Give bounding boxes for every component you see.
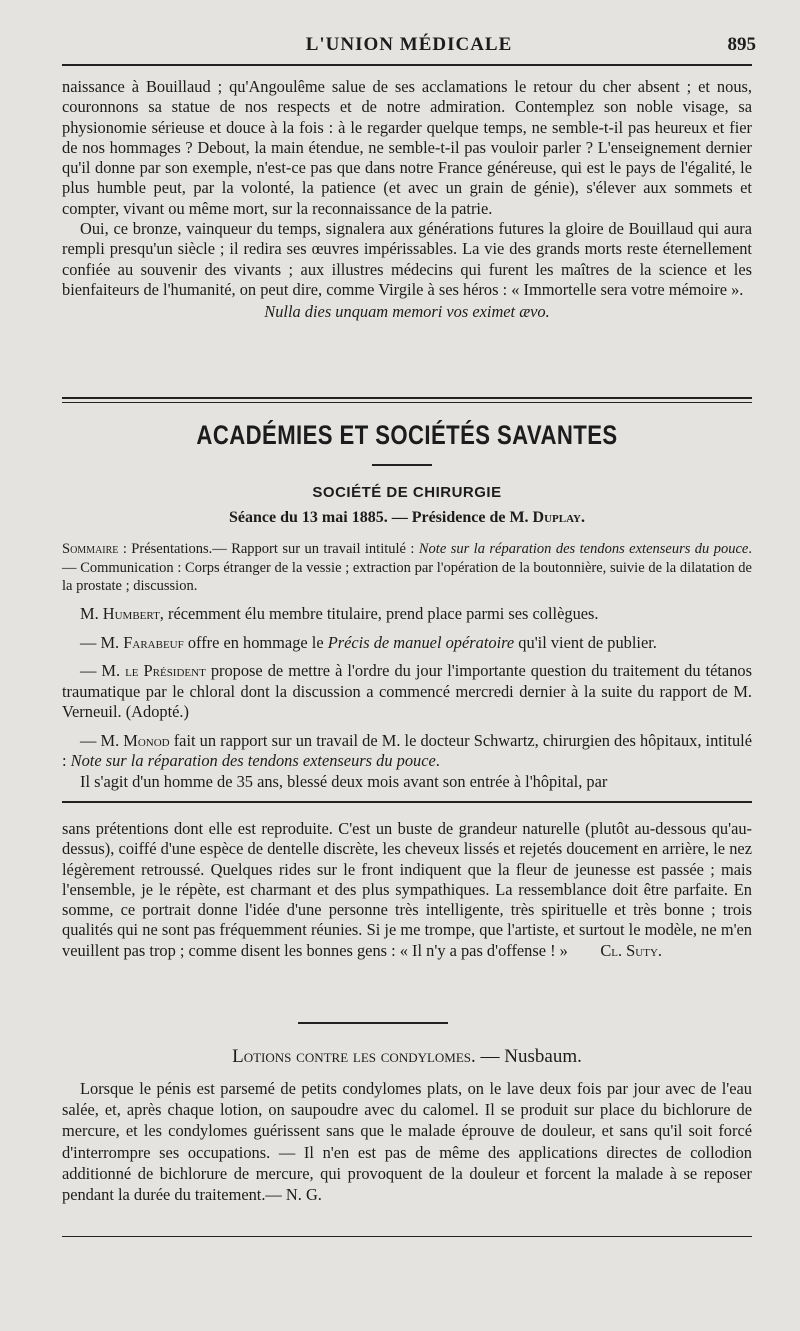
lotions-heading	[62, 1046, 752, 1068]
proceeding-prefix: — M.	[80, 661, 126, 680]
page-number: 895	[727, 34, 756, 55]
proceeding-farabeuf	[62, 633, 752, 654]
member-name: Humbert	[102, 604, 160, 623]
lotions-text: Lorsque le pénis est parsemé de petits condylomes plats, on le lave deux fois par jour avec de l'eau salée, et, après chaque lotion, on saupoudre avec du calomel. Il se produit sur place du bichlorure de mercure, et les condylomes guérissent sans que le malade éprouve de douleur, et sans qu'il soit forcé d'interrompre ses occupations. — Il n'en est pas de même des applications directes de collodion additionné de bichlorure de mercure, qui provoquent de la douleur et forcent la malade à se reposer pendant la durée du traitement.— N. G.	[62, 1079, 752, 1205]
member-name: Farabeuf	[123, 632, 184, 652]
proceeding-case: Il s'agit d'un homme de 35 ans, blessé deux mois avant son entrée à l'hôpital, par	[80, 771, 608, 791]
member-name: le Président	[125, 661, 206, 680]
sommaire-label: Sommaire	[62, 541, 119, 557]
proceeding-president	[62, 661, 752, 723]
seance-line	[62, 509, 752, 527]
proceeding-prefix: — M.	[80, 632, 124, 652]
lotions-article	[62, 1078, 752, 1205]
society-name: SOCIÉTÉ DE CHIRURGIE	[312, 484, 502, 501]
proceeding-prefix: — M.	[80, 730, 124, 750]
proceeding-text: propose de mettre à l'ordre du jour l'importante question du traitement du tétanos traumatique par le chloral dont la discussion a commencé mercredi dernier à la suite du rapport de M. Verneuil. (Adopté.)	[62, 661, 752, 721]
continuation-paragraph: Oui, ce bronze, vainqueur du temps, signalera aux générations futures la gloire de Bouillaud qui aura rempli presqu'un siècle ; il redira ses œuvres impérissables. La vie des grands morts reste éternellement confiée au souvenir des vivants ; aux illustres médecins qui furent les maîtres de la science et les bienfaiteurs de l'humanité, on peut dire, comme Virgile à ses héros : « Immortelle sera votre mémoire ».	[62, 219, 752, 299]
section-divider-bottom	[62, 402, 752, 403]
proceeding-monod	[62, 731, 752, 772]
header-rule	[62, 64, 752, 66]
sommaire	[62, 540, 752, 596]
title-rule	[372, 464, 432, 466]
proceeding-humbert	[62, 604, 752, 625]
proceeding-prefix: M.	[80, 604, 103, 623]
seance-end: .	[580, 509, 585, 526]
lotions-title: Lotions contre les condylomes.	[232, 1046, 476, 1067]
proceeding-text: , récemment élu membre titulaire, prend place parmi ses collègues.	[159, 604, 599, 623]
proceeding-text-end: .	[435, 751, 440, 770]
journal-title: L'UNION MÉDICALE	[305, 34, 513, 55]
continuation-text	[62, 77, 752, 323]
book-title: Précis de manuel opératoire	[327, 632, 515, 652]
proceeding-text-end: qu'il vient de publier.	[514, 632, 657, 652]
section-title: ACADÉMIES ET SOCIÉTÉS SAVANTES	[196, 420, 618, 450]
continuation-paragraph: naissance à Bouillaud ; qu'Angoulême salue de ses acclamations le retour du cher absent ; et nous, couronnons sa statue de nos respects et de notre admiration. Contemplez son noble visage, sa physionomie sérieuse et douce à la fois : à le regarder quelque temps, ne semble-t-il pas heureux et fier de nos hommages ? Debout, la main étendue, ne semble-t-il pas vouloir parler ? L'enseignement dernier qu'il donne par son exemple, n'est-ce pas que dans notre France généreuse, qui est le pays de l'égalité, le plus humble peut, par la volonté, la patience (et avec un grain de génie), s'élever aux sommets et compter, vivant ou même mort, sur la reconnaissance de la patrie.	[62, 77, 752, 218]
member-name: Monod	[123, 730, 170, 750]
work-title: Note sur la réparation des tendons extenseurs du pouce	[70, 751, 436, 770]
footnote-rule	[62, 801, 752, 803]
epigraph: Nulla dies unquam memori vos eximet ævo.	[264, 302, 550, 322]
sommaire-text: : Présentations.— Rapport sur un travail intitulé :	[118, 541, 419, 557]
proceedings	[62, 604, 752, 792]
portrait-text: sans prétentions dont elle est reproduite. C'est un buste de grandeur naturelle (plutôt au-dessous qu'au-dessus), coiffé d'une espèce de dentelle discrète, les cheveux lissés et rejetés doucement en arrière, le nez légèrement retroussé. Quelques rides sur le front indiquent que la fleur de jeunesse est passée ; mais l'ensemble, je le répète, est charmant et des plus sympathiques. La ressemblance doit être parfaite. En somme, ce portrait donne l'idée d'une personne très intelligente, très spirituelle et très bonne ; trois qualités qui ne sont pas fréquemment réunies. Si je me trompe, que l'artiste, et surtout le modèle, ne m'en veuillent pas trop ; comme disent les bonnes gens : « Il n'y a pas d'offense ! »	[62, 819, 752, 960]
sommaire-text-end: . — Communication : Corps étranger de la vessie ; extraction par l'opération de la boutonnière, suivie de la dilatation de la prostate ; discussion.	[62, 541, 752, 594]
president-name: Duplay	[532, 509, 581, 526]
lotions-author: — Nusbaum.	[475, 1046, 582, 1067]
portrait-signature: Cl. Suty.	[600, 941, 662, 961]
proceeding-text: fait un rapport sur un travail de M. le docteur Schwartz, chirurgien des hôpitaux, intitulé :	[62, 730, 752, 770]
section-divider-top	[62, 397, 752, 399]
article-separator	[298, 1022, 448, 1024]
portrait-description	[62, 819, 752, 961]
bottom-rule	[62, 1236, 752, 1237]
sommaire-title: Note sur la réparation des tendons extenseurs du pouce	[418, 541, 749, 557]
seance-text: Séance du 13 mai 1885. — Présidence de M.	[229, 509, 533, 526]
page-header	[62, 30, 756, 64]
proceeding-text: offre en hommage le	[183, 632, 328, 652]
